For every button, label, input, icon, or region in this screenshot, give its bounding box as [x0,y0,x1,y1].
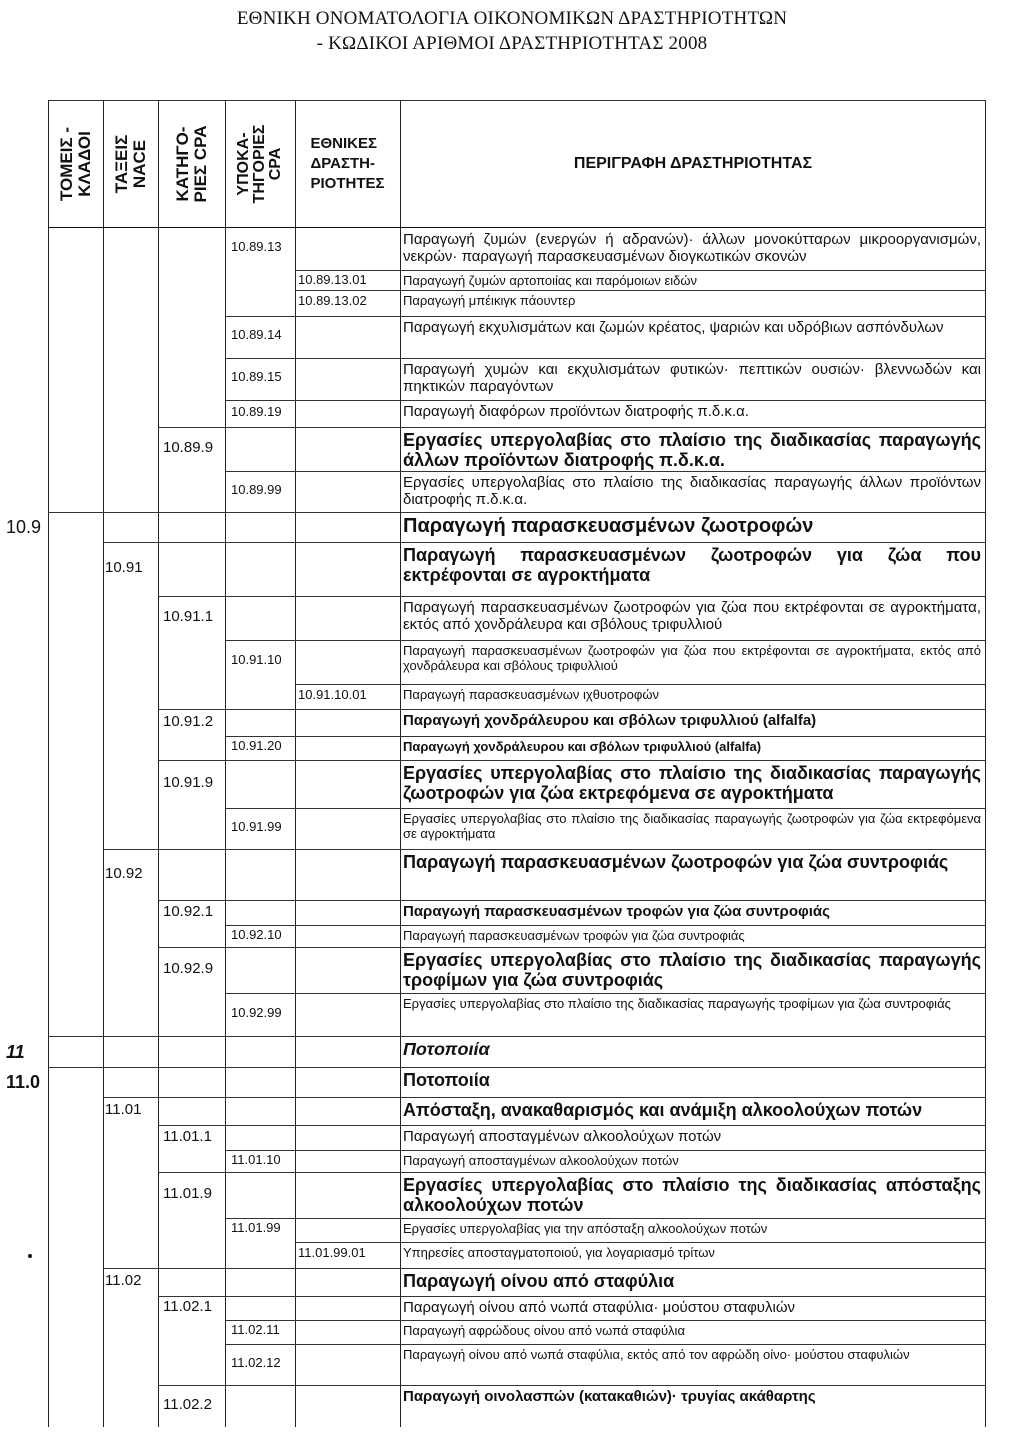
row-code: 10.91.1 [163,608,214,625]
row-separator [158,760,986,761]
row-separator [103,1097,986,1098]
column-header-sector [48,100,103,228]
row-separator [225,640,986,641]
row-code: 10.91.20 [231,738,282,753]
table-border-top [48,100,986,101]
row-description: Παραγωγή παρασκευασμένων ζωοτροφών [403,515,814,537]
row-separator [225,400,986,401]
row-description: Εργασίες υπεργολαβίας στο πλαίσιο της διαδικασίας παραγωγής άλλων προϊόντων διατροφής π.δ.κ.α. [403,430,981,470]
row-separator [158,1125,986,1126]
header-title-line1: ΕΘΝΙΚΗ ΟΝΟΜΑΤΟΛΟΓΙΑ ΟΙΚΟΝΟΜΙΚΩΝ ΔΡΑΣΤΗΡΙΟΤΗΤΩΝ [236,8,788,29]
row-description: Παραγωγή παρασκευασμένων ιχθυοτροφών [403,687,659,702]
row-description: Ποτοποιία [403,1039,490,1059]
column-header-classes-label: ΤΑΞΕΙΣ NACE [111,134,149,194]
row-description: Εργασίες υπεργολαβίας στο πλαίσιο της διαδικασίας παραγωγής ζωοτροφών για ζώα εκτρεφόμενα σε αγροκτήματα [403,763,981,803]
row-description: Παραγωγή παρασκευασμένων ζωοτροφών για ζώα που εκτρέφονται σε αγροκτήματα [403,545,981,585]
row-code: 11.01.10 [231,1152,281,1167]
row-description: Παραγωγή παρασκευασμένων τροφών για ζώα συντροφιάς [403,903,830,920]
row-description: Παραγωγή μπέικιγκ πάουντερ [403,293,576,308]
document-header [0,6,1024,56]
row-code: 10.89.19 [231,404,282,419]
row-description: Παραγωγή αφρώδους οίνου από νωπά σταφύλια [403,1323,685,1338]
row-code: 11.02.12 [231,1355,281,1370]
row-description: Ποτοποιία [403,1070,490,1090]
row-code: 10.89.13.01 [298,272,367,287]
row-code: 10.92.99 [231,1005,282,1020]
row-code: 10.89.13.02 [298,293,367,308]
row-description: Παραγωγή αποσταγμένων αλκοολούχων ποτών [403,1153,679,1168]
row-description: Παραγωγή αποσταγμένων αλκοολούχων ποτών [403,1128,722,1145]
row-separator [48,1036,986,1037]
row-description: Παραγωγή εκχυλισμάτων και ζωμών κρέατος, ψαριών και υδρόβιων ασπόνδυλων [403,319,944,336]
column-divider [400,100,401,1427]
row-description: Εργασίες υπεργολαβίας στο πλαίσιο της διαδικασίας απόσταξης αλκοολούχων ποτών [403,1175,981,1215]
row-code: 10.89.99 [231,482,282,497]
row-separator [225,1344,986,1345]
row-separator [225,358,986,359]
row-description: Παραγωγή οίνου από σταφύλια [403,1271,675,1291]
row-code: 11.02 [105,1272,142,1289]
column-divider [158,100,159,1427]
row-description: Παραγωγή παρασκευασμένων ζωοτροφών για ζώα που εκτρέφονται σε αγροκτήματα, εκτός από χονδράλευρα και σβόλους τριφυλλιού [403,643,981,673]
row-code: 10.89.15 [231,369,282,384]
row-code: 10.91.10 [231,652,282,667]
row-separator [103,849,986,850]
row-description: Παραγωγή χονδράλευρου και σβόλων τριφυλλιού (alfalfa) [403,712,817,729]
header-title-line2: - ΚΩΔΙΚΟΙ ΑΡΙΘΜΟΙ ΔΡΑΣΤΗΡΙΟΤΗΤΑΣ 2008 [316,33,708,54]
row-separator [158,427,986,428]
row-separator [103,1268,986,1269]
row-code: 11 [6,1042,25,1062]
column-divider [103,100,104,1427]
row-code: 10.92.1 [163,903,214,920]
row-description: Παραγωγή παρασκευασμένων ζωοτροφών για ζώα που εκτρέφονται σε αγροκτήματα, εκτός από χονδράλευρα και σβόλους τριφυλλιού [403,599,981,633]
row-separator [295,684,986,685]
row-description: Παραγωγή παρασκευασμένων τροφών για ζώα συντροφιάς [403,928,745,943]
row-description: Εργασίες υπεργολαβίας στο πλαίσιο της διαδικασίας παραγωγής τροφίμων για ζώα συντροφιάς [403,950,981,990]
row-separator [225,471,986,472]
column-header-subcategories [225,100,295,228]
row-separator [48,512,986,513]
row-code: 11.01 [105,1101,142,1118]
row-separator [295,1242,986,1243]
row-description: Παραγωγή παρασκευασμένων ζωοτροφών για ζώα συντροφιάς [403,852,949,872]
column-header-national [295,100,400,228]
row-description: Παραγωγή χονδράλευρου και σβόλων τριφυλλιού (alfalfa) [403,739,762,754]
row-description: Παραγωγή οίνου από νωπά σταφύλια, εκτός από τον αφρώδη οίνο· μούστου σταφυλιών [403,1347,910,1362]
row-code: 11.02.2 [163,1396,212,1413]
row-code: 10.91.2 [163,713,214,730]
row-code: 11.02.11 [231,1322,280,1337]
row-code: 11.02.1 [163,1298,212,1315]
row-separator [158,596,986,597]
row-code: 10.91.9 [163,774,214,791]
row-separator [103,542,986,543]
row-separator [225,1320,986,1321]
row-description: Απόσταξη, ανακαθαρισμός και ανάμιξη αλκοολούχων ποτών [403,1100,923,1120]
row-description: Υπηρεσίες αποσταγματοποιού, για λογαριασμό τρίτων [403,1245,715,1260]
row-code: 10.91 [105,559,143,576]
row-description: Παραγωγή οινολασπών (κατακαθιών)· τρυγίας ακάθαρτης [403,1388,816,1405]
row-separator [225,925,986,926]
row-description: Εργασίες υπεργολαβίας για την απόσταξη αλκοολούχων ποτών [403,1221,768,1236]
column-header-categories [158,100,225,228]
row-code: 10.89.14 [231,327,282,342]
row-separator [225,993,986,994]
row-separator [225,316,986,317]
row-code: 11.01.99.01 [298,1245,366,1260]
column-header-national-label: ΕΘΝΙΚΕΣ ΔΡΑΣΤΗ- ΡΙΟΤΗΤΕΣ [310,135,385,192]
row-separator [295,270,986,271]
row-separator [158,1385,986,1386]
row-description: Παραγωγή οίνου από νωπά σταφύλια· μούστου σταφυλιών [403,1299,796,1316]
column-header-description [400,100,986,228]
row-separator [225,1218,986,1219]
row-separator [295,290,986,291]
row-separator [225,736,986,737]
margin-mark [28,1254,32,1258]
row-code: 10.91.10.01 [298,687,367,702]
row-code: 10.89.9 [163,439,214,456]
nace-code-table [6,100,986,1427]
column-header-subcategories-label: ΥΠΟΚΑ- ΤΗΓΟΡΙΕΣ CPA [235,124,284,204]
row-code: 10.92 [105,865,143,882]
column-header-description-label: ΠΕΡΙΓΡΑΦΗ ΔΡΑΣΤΗΡΙΟΤΗΤΑΣ [573,155,813,172]
row-separator [158,709,986,710]
row-code: 11.01.9 [163,1185,212,1202]
row-code: 11.01.99 [231,1220,281,1235]
header-divider [48,227,986,228]
column-header-sector-label: ΤΟΜΕΙΣ - ΚΛΑΔΟΙ [56,126,94,202]
row-description: Παραγωγή χυμών και εκχυλισμάτων φυτικών· πεπτικών ουσιών· βλεννωδών και πηκτικών παραγόντων [403,361,981,395]
row-separator [225,1150,986,1151]
row-separator [48,1067,986,1068]
row-description: Εργασίες υπεργολαβίας στο πλαίσιο της διαδικασίας παραγωγής άλλων προϊόντων διατροφής π.δ.κ.α. [403,474,981,508]
row-description: Παραγωγή διαφόρων προϊόντων διατροφής π.δ.κ.α. [403,403,749,420]
column-divider [225,100,226,1427]
row-code: 11.0 [6,1072,41,1092]
column-header-categories-label: ΚΑΤΗΓΟ- ΡΙΕΣ CPA [172,125,210,203]
row-separator [158,1296,986,1297]
row-code: 10.91.99 [231,819,282,834]
row-description: Παραγωγή ζυμών (ενεργών ή αδρανών)· άλλων μονοκύτταρων μικροοργανισμών, νεκρών· παραγωγή παρασκευασμένων διογκωτικών σκονών [403,231,981,265]
row-separator [158,900,986,901]
row-code: 10.92.9 [163,960,214,977]
row-code: 10.9 [6,517,42,537]
row-description: Εργασίες υπεργολαβίας στο πλαίσιο της διαδικασίας παραγωγής τροφίμων για ζώα συντροφιάς [403,996,951,1011]
column-header-classes [103,100,158,228]
row-description: Παραγωγή ζυμών αρτοποιίας και παρόμοιων ειδών [403,273,698,288]
row-code: 11.01.1 [163,1128,212,1145]
row-code: 10.89.13 [231,239,282,254]
row-separator [225,808,986,809]
table-border-right [985,100,986,1427]
row-separator [158,947,986,948]
row-code: 10.92.10 [231,927,282,942]
column-divider [295,100,296,1427]
table-border-left [48,100,49,1427]
row-separator [158,1172,986,1173]
row-description: Εργασίες υπεργολαβίας στο πλαίσιο της διαδικασίας παραγωγής ζωοτροφών για ζώα εκτρεφόμενα σε αγροκτήματα [403,811,981,841]
